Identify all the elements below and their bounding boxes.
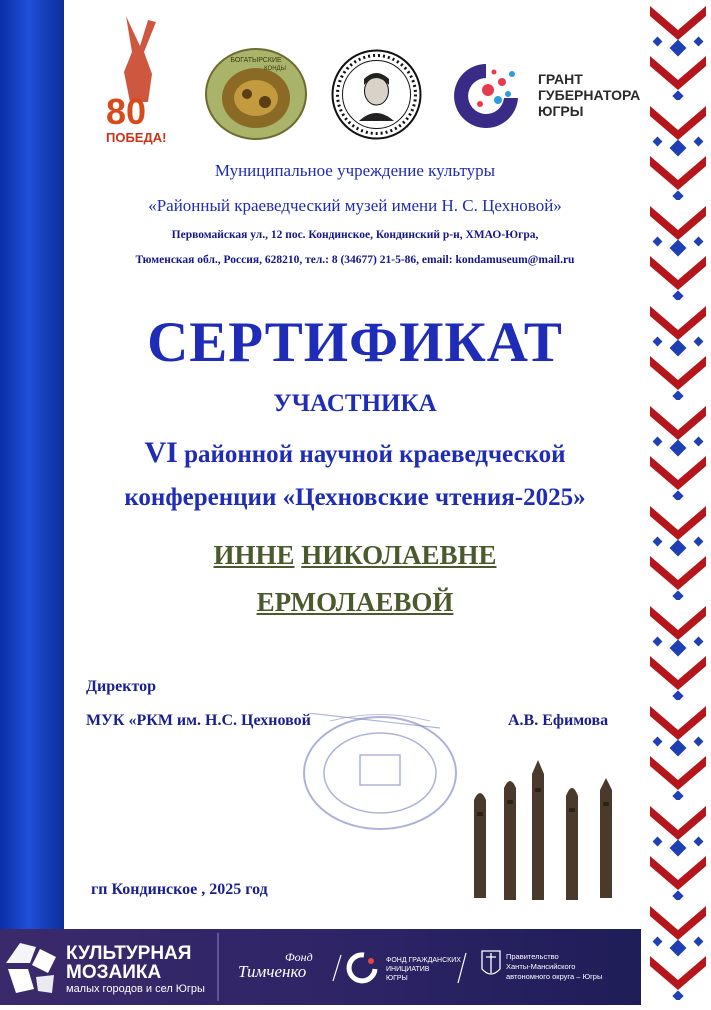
footer-banner	[0, 929, 641, 1005]
gov-line1: Правительство	[506, 952, 559, 961]
certificate-title: СЕРТИФИКАТ	[147, 311, 563, 374]
event-line-1	[64, 436, 646, 470]
ornament-border	[646, 0, 711, 1005]
civil-line3: ЮГРЫ	[386, 975, 408, 982]
fond-line1: Фонд	[285, 950, 313, 964]
grant-line3: ЮГРЫ	[538, 103, 584, 119]
victory-80-logo	[104, 12, 176, 147]
museum-stamp	[300, 713, 460, 838]
bogatyrskie-medal-logo	[205, 48, 307, 140]
civil-initiatives-icon	[349, 955, 375, 981]
coat-of-arms-icon	[482, 951, 500, 974]
event-numeral: VI	[144, 436, 178, 469]
place-date: гп Кондинское , 2025 год	[91, 881, 268, 898]
victory-number: 80	[106, 91, 147, 132]
event-line-2: конференции «Цехновские чтения-2025»	[124, 484, 586, 511]
civil-line1: ФОНД ГРАЖДАНСКИХ	[386, 957, 461, 964]
museum-line: «Районный краеведческий музей имени Н. С. Цехновой»	[148, 196, 562, 215]
fond-line2: Тимченко	[238, 962, 307, 981]
address-line-1: Первомайская ул., 12 пос. Кондинское, Кондинский р-н, ХМАО-Югра,	[171, 229, 539, 241]
medal-arc-text: БОГАТЫРСКИЕ	[230, 57, 282, 64]
portrait-seal-logo	[331, 49, 422, 140]
mosaic-icon	[6, 943, 56, 993]
grant-line2: ГУБЕРНАТОРА	[538, 87, 641, 103]
brand-line2: МОЗАИКА	[66, 962, 162, 983]
event-line-1-rest: районной научной краеведческой	[177, 441, 566, 468]
recipient-last-name: ЕРМОЛАЕВОЙ	[256, 587, 454, 617]
brand-line1: КУЛЬТУРНАЯ	[66, 943, 192, 964]
signature-signer: А.В. Ефимова	[508, 712, 609, 729]
brand-sub: малых городов и сел Югры	[66, 983, 205, 995]
gov-line2: Ханты-Мансийского	[506, 962, 576, 971]
grant-line1: ГРАНТ	[538, 71, 583, 87]
signature-role: Директор	[86, 678, 156, 695]
address-line-2: Тюменская обл., Россия, 628210, тел.: 8 (34677) 21-5-86, email: kondamuseum@mail.ru	[135, 254, 575, 266]
wooden-idols-image	[466, 760, 626, 905]
left-blue-border	[0, 0, 64, 1005]
civil-line2: ИНИЦИАТИВ	[386, 966, 430, 973]
recipient-first-name: ИННЕ	[213, 540, 295, 570]
recipient-patronymic: НИКОЛАЕВНЕ	[301, 540, 497, 570]
gov-line3: автономного округа – Югры	[506, 972, 603, 981]
recipient-name-line-1	[64, 540, 646, 571]
medal-arc-text2: КОНДЫ	[264, 66, 286, 72]
grant-governor-logo	[450, 60, 645, 135]
certificate-subtitle: УЧАСТНИКА	[273, 390, 437, 417]
victory-label: ПОБЕДА!	[106, 130, 167, 145]
org-line: Муниципальное учреждение культуры	[214, 161, 496, 180]
signature-organization: МУК «РКМ им. Н.С. Цехновой	[86, 712, 311, 729]
